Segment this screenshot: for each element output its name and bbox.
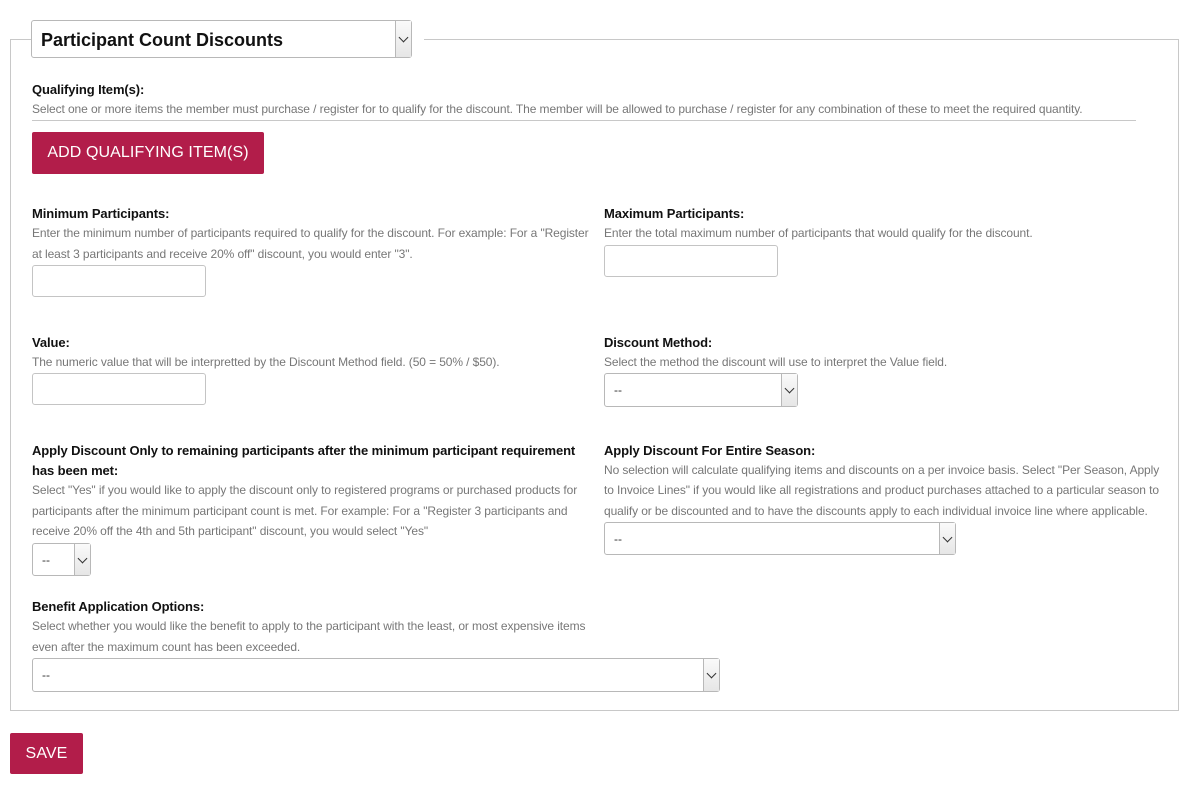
chevron-down-icon — [707, 669, 717, 679]
entire-season-help-3: qualify or be discounted and to have the discounts apply to each individual invoice line where applicable. — [604, 504, 1148, 518]
benefit-options-help-1: Select whether you would like the benefit to apply to the participant with the least, or most expensive items — [32, 619, 586, 633]
min-participants-help-1: Enter the minimum number of participants required to qualify for the discount. For example: For a "Register — [32, 226, 589, 240]
select-arrow-button[interactable] — [781, 374, 797, 406]
entire-season-select[interactable] — [604, 522, 956, 555]
apply-remaining-label-2: has been met: — [32, 463, 119, 478]
value-help: The numeric value that will be interpretted by the Discount Method field. (50 = 50% / $50). — [32, 355, 500, 369]
max-participants-label: Maximum Participants: — [604, 206, 745, 221]
max-participants-input[interactable] — [604, 245, 778, 277]
legend-gap — [412, 36, 424, 42]
select-arrow-button[interactable] — [395, 21, 411, 57]
entire-season-help-1: No selection will calculate qualifying items and discounts on a per invoice basis. Select "Per Season, Apply — [604, 463, 1160, 477]
apply-remaining-select[interactable] — [32, 543, 91, 576]
min-participants-help-2: at least 3 participants and receive 20% off" discount, you would enter "3". — [32, 247, 413, 261]
qualifying-items-help: Select one or more items the member must purchase / register for to qualify for the discount. The member will be allowed to purchase / register for any combination of these to meet the required quantity. — [32, 102, 1083, 116]
benefit-options-label: Benefit Application Options: — [32, 599, 205, 614]
select-arrow-button[interactable] — [939, 523, 955, 554]
discount-type-select[interactable] — [31, 20, 412, 58]
chevron-down-icon — [785, 384, 795, 394]
value-input[interactable] — [32, 373, 206, 405]
select-arrow-button[interactable] — [74, 544, 90, 575]
discount-method-select[interactable] — [604, 373, 798, 407]
apply-remaining-help-2: participants after the minimum participant count is met. For example: For a "Register 3 participants and — [32, 504, 568, 518]
chevron-down-icon — [399, 33, 409, 43]
apply-remaining-help-3: receive 20% off the 4th and 5th participant" discount, you would select "Yes" — [32, 524, 428, 538]
divider — [32, 120, 1136, 121]
discount-method-help: Select the method the discount will use to interpret the Value field. — [604, 355, 948, 369]
benefit-options-help-2: even after the maximum count has been exceeded. — [32, 640, 301, 654]
entire-season-value: -- — [614, 531, 622, 546]
benefit-options-value: -- — [42, 668, 50, 682]
benefit-options-select[interactable] — [32, 658, 720, 692]
discount-method-label: Discount Method: — [604, 335, 713, 350]
entire-season-label: Apply Discount For Entire Season: — [604, 443, 816, 458]
value-label: Value: — [32, 335, 70, 350]
select-arrow-button[interactable] — [703, 659, 719, 691]
max-participants-help: Enter the total maximum number of participants that would qualify for the discount. — [604, 226, 1033, 240]
chevron-down-icon — [78, 553, 88, 563]
chevron-down-icon — [943, 532, 953, 542]
apply-remaining-help-1: Select "Yes" if you would like to apply the discount only to registered programs or purchased products for — [32, 483, 578, 497]
apply-remaining-value: -- — [42, 552, 50, 567]
qualifying-items-label: Qualifying Item(s): — [32, 82, 145, 97]
add-qualifying-items-button[interactable]: ADD QUALIFYING ITEM(S) — [32, 132, 264, 174]
min-participants-label: Minimum Participants: — [32, 206, 170, 221]
discount-type-value: Participant Count Discounts — [41, 30, 284, 50]
min-participants-input[interactable] — [32, 265, 206, 297]
discount-method-value: -- — [614, 383, 622, 397]
entire-season-help-2: to Invoice Lines" if you would like all registrations and product purchases attached to a particular season to — [604, 483, 1159, 497]
apply-remaining-label-1: Apply Discount Only to remaining participants after the minimum participant requirement — [32, 443, 576, 458]
save-button[interactable]: SAVE — [10, 733, 83, 774]
